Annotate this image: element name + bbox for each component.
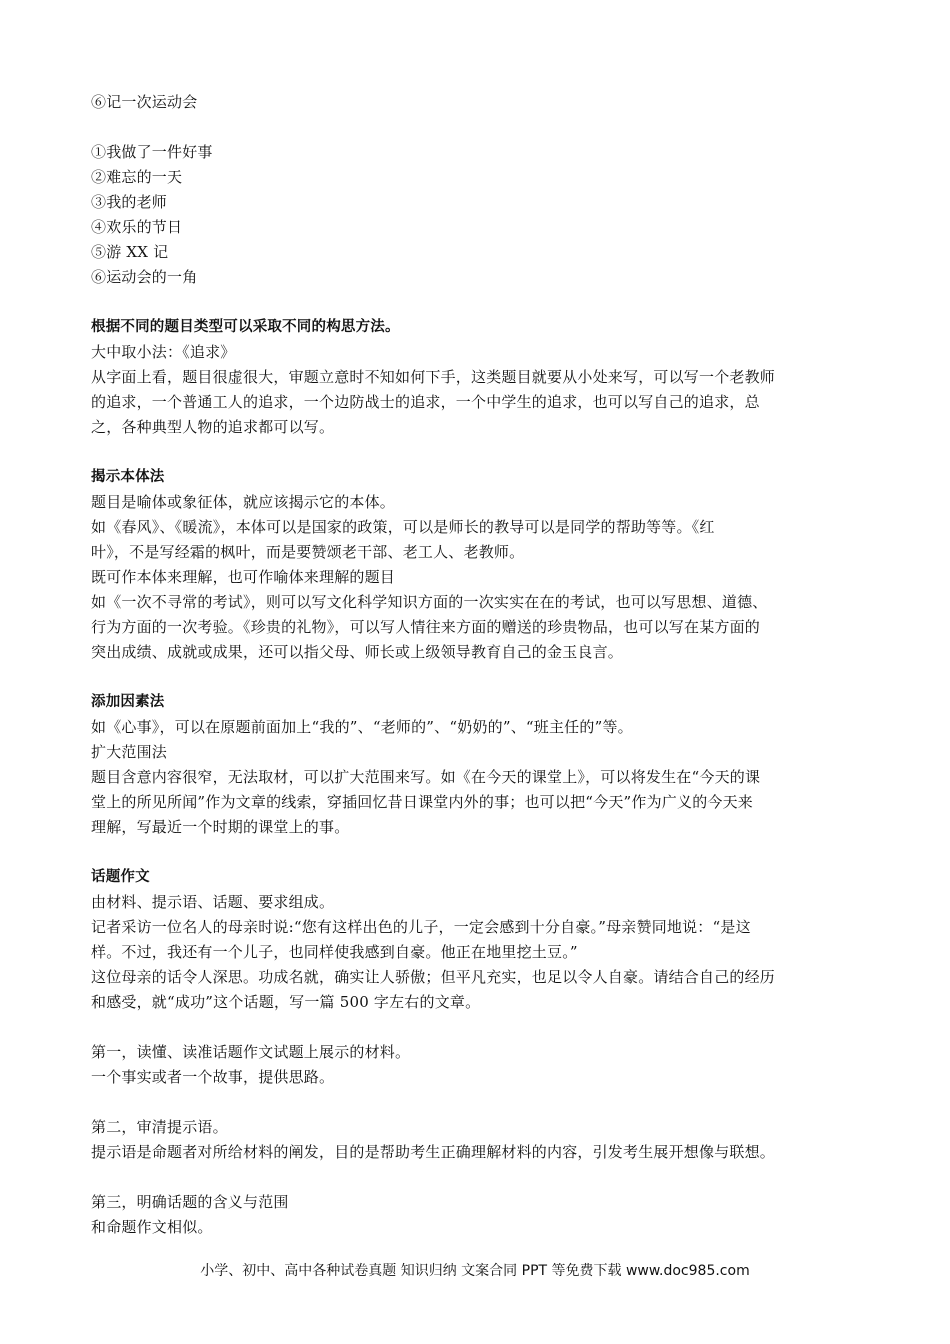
text-line: 从字面上看，题目很虚很大，审题立意时不知如何下手，这类题目就要从小处来写，可以写一个老教师	[91, 368, 776, 386]
section-heading: 话题作文	[91, 869, 150, 885]
text-line: 的追求，一个普通工人的追求，一个边防战士的追求，一个中学生的追求，也可以写自己的追求，总	[91, 393, 760, 411]
text-line: 第二，审清提示语。	[91, 1118, 228, 1136]
blank-line	[91, 665, 861, 690]
text-line: 如《心事》，可以在原题前面加上“我的”、“老师的”、“奶奶的”、“班主任的”等。	[91, 718, 633, 736]
text-line: 如《一次不寻常的考试》，则可以写文化科学知识方面的一次实实在在的考试，也可以写思想、道德、	[91, 593, 768, 611]
text-line: ④欢乐的节日	[91, 218, 183, 236]
text-line: ⑤游 XX 记	[91, 243, 169, 261]
text-line: 一个事实或者一个故事，提供思路。	[91, 1068, 335, 1086]
text-line: 既可作本体来理解，也可作喻体来理解的题目	[91, 568, 396, 586]
text-line: 突出成绩、成就或成果，还可以指父母、师长或上级领导教育自己的金玉良言。	[91, 643, 624, 661]
text-line: 题目是喻体或象征体，就应该揭示它的本体。	[91, 493, 396, 511]
section-heading: 根据不同的题目类型可以采取不同的构思方法。	[91, 319, 400, 335]
text-line: 和命题作文相似。	[91, 1218, 213, 1236]
text-line: 由材料、提示语、话题、要求组成。	[91, 893, 335, 911]
blank-line	[91, 840, 861, 865]
blank-line	[91, 1015, 861, 1040]
section-heading: 揭示本体法	[91, 469, 165, 485]
text-line: 提示语是命题者对所给材料的阐发，目的是帮助考生正确理解材料的内容，引发考生展开想像与联想。	[91, 1143, 776, 1161]
text-line: 题目含意内容很窄，无法取材，可以扩大范围来写。如《在今天的课堂上》，可以将发生在“今天的课	[91, 768, 761, 786]
text-line: ③我的老师	[91, 193, 168, 211]
text-line: ②难忘的一天	[91, 168, 183, 186]
document-body	[91, 90, 861, 1240]
text-line: 堂上的所见所闻”作为文章的线索，穿插回忆昔日课堂内外的事；也可以把“今天”作为广义的今天来	[91, 793, 754, 811]
text-line: 之，各种典型人物的追求都可以写。	[91, 418, 335, 436]
text-line: 样。不过，我还有一个儿子，也同样使我感到自豪。他正在地里挖土豆。”	[91, 943, 578, 961]
blank-line	[91, 290, 861, 315]
text-line: ①我做了一件好事	[91, 143, 213, 161]
text-line: 和感受，就“成功”这个话题，写一篇 500 字左右的文章。	[91, 993, 481, 1011]
page-footer: 小学、初中、高中各种试卷真题 知识归纳 文案合同 PPT 等免费下载 www.doc985.com	[200, 1263, 750, 1279]
text-line: 扩大范围法	[91, 743, 168, 761]
text-line: 叶》，不是写经霜的枫叶，而是要赞颂老干部、老工人、老教师。	[91, 543, 525, 561]
section-heading: 添加因素法	[91, 694, 165, 710]
blank-line	[91, 1090, 861, 1115]
text-line: ⑥运动会的一角	[91, 268, 198, 286]
text-line: 第一，读懂、读准话题作文试题上展示的材料。	[91, 1043, 411, 1061]
text-line: 如《春风》、《暖流》，本体可以是国家的政策，可以是师长的教导可以是同学的帮助等等。《红	[91, 518, 715, 536]
text-line: 理解，写最近一个时期的课堂上的事。	[91, 818, 350, 836]
text-line: 这位母亲的话令人深思。功成名就，确实让人骄傲；但平凡充实，也足以令人自豪。请结合自己的经历	[91, 968, 776, 986]
blank-line	[91, 115, 861, 140]
text-line: 第三，明确话题的含义与范围	[91, 1193, 289, 1211]
text-line: 记者采访一位名人的母亲时说:“您有这样出色的儿子，一定会感到十分自豪。”母亲赞同地说：“是这	[91, 918, 751, 936]
text-line: 大中取小法：《追求》	[91, 343, 236, 361]
blank-line	[91, 440, 861, 465]
text-line: 行为方面的一次考验。《珍贵的礼物》，可以写人情往来方面的赠送的珍贵物品，也可以写在某方面的	[91, 618, 761, 636]
blank-line	[91, 1165, 861, 1190]
text-line: ⑥记一次运动会	[91, 93, 198, 111]
